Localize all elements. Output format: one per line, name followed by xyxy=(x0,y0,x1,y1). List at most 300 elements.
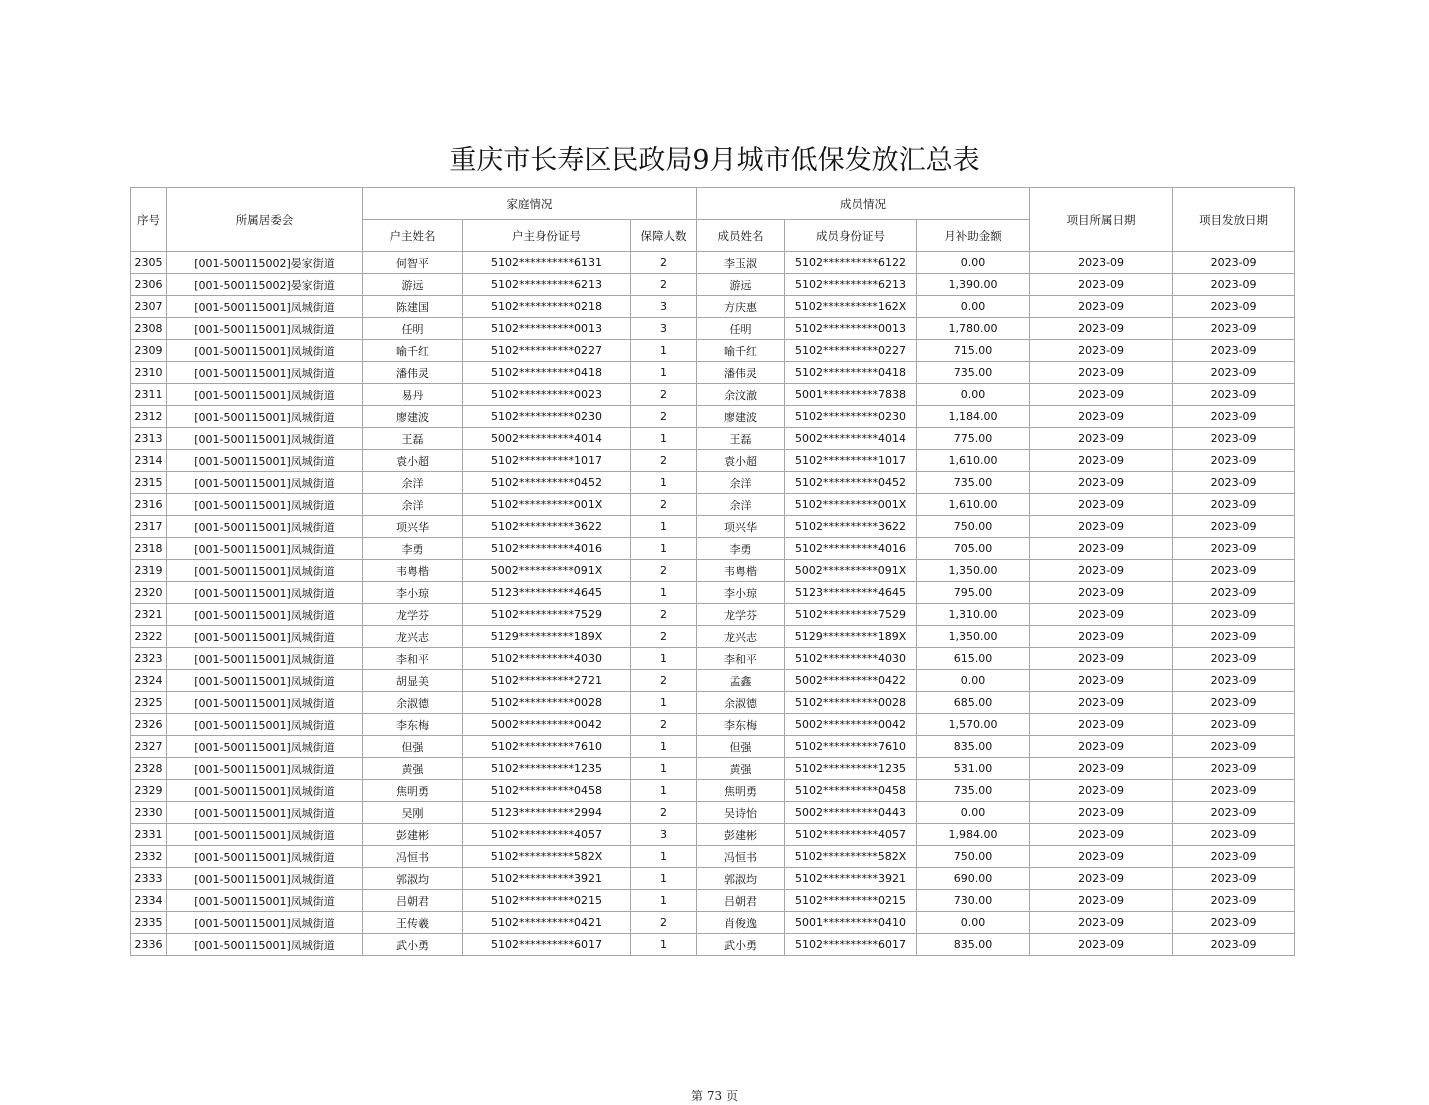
cell-head-name: 袁小超 xyxy=(363,450,463,472)
cell-insured-count: 1 xyxy=(631,472,697,494)
table-row xyxy=(131,428,1295,450)
table-row xyxy=(131,450,1295,472)
cell-community: [001-500115001]凤城街道 xyxy=(167,362,363,384)
cell-insured-count: 2 xyxy=(631,670,697,692)
col-header-community: 所属居委会 xyxy=(167,188,363,252)
cell-head-name: 李勇 xyxy=(363,538,463,560)
cell-monthly-amount: 615.00 xyxy=(917,648,1030,670)
cell-member-id: 5102**********0215 xyxy=(785,890,917,912)
cell-seq: 2316 xyxy=(131,494,167,516)
cell-project-date: 2023-09 xyxy=(1030,692,1173,714)
cell-member-id: 5102**********7529 xyxy=(785,604,917,626)
cell-community: [001-500115001]凤城街道 xyxy=(167,824,363,846)
cell-community: [001-500115002]晏家街道 xyxy=(167,252,363,274)
cell-insured-count: 1 xyxy=(631,934,697,956)
cell-monthly-amount: 0.00 xyxy=(917,670,1030,692)
cell-project-date: 2023-09 xyxy=(1030,472,1173,494)
cell-monthly-amount: 835.00 xyxy=(917,736,1030,758)
cell-head-id: 5102**********0028 xyxy=(463,692,631,714)
cell-member-id: 5001**********7838 xyxy=(785,384,917,406)
cell-head-id: 5102**********0418 xyxy=(463,362,631,384)
cell-head-name: 王传羲 xyxy=(363,912,463,934)
cell-member-id: 5102**********001X xyxy=(785,494,917,516)
cell-head-name: 余洋 xyxy=(363,494,463,516)
cell-project-date: 2023-09 xyxy=(1030,780,1173,802)
cell-member-id: 5102**********6122 xyxy=(785,252,917,274)
cell-seq: 2313 xyxy=(131,428,167,450)
table-row xyxy=(131,714,1295,736)
cell-seq: 2318 xyxy=(131,538,167,560)
cell-insured-count: 1 xyxy=(631,890,697,912)
cell-insured-count: 1 xyxy=(631,582,697,604)
cell-member-id: 5102**********162X xyxy=(785,296,917,318)
table-row xyxy=(131,274,1295,296)
cell-seq: 2312 xyxy=(131,406,167,428)
cell-release-date: 2023-09 xyxy=(1173,692,1295,714)
cell-monthly-amount: 705.00 xyxy=(917,538,1030,560)
col-header-member-name: 成员姓名 xyxy=(697,220,785,252)
cell-release-date: 2023-09 xyxy=(1173,516,1295,538)
cell-member-id: 5102**********1235 xyxy=(785,758,917,780)
cell-release-date: 2023-09 xyxy=(1173,384,1295,406)
cell-member-name: 黄强 xyxy=(697,758,785,780)
cell-insured-count: 3 xyxy=(631,296,697,318)
cell-insured-count: 1 xyxy=(631,692,697,714)
cell-member-id: 5102**********6213 xyxy=(785,274,917,296)
cell-monthly-amount: 775.00 xyxy=(917,428,1030,450)
cell-community: [001-500115001]凤城街道 xyxy=(167,736,363,758)
table-row xyxy=(131,912,1295,934)
cell-head-name: 武小勇 xyxy=(363,934,463,956)
col-header-member-id: 成员身份证号 xyxy=(785,220,917,252)
cell-seq: 2320 xyxy=(131,582,167,604)
cell-head-id: 5102**********3622 xyxy=(463,516,631,538)
cell-insured-count: 2 xyxy=(631,626,697,648)
cell-member-id: 5102**********582X xyxy=(785,846,917,868)
cell-head-id: 5102**********4016 xyxy=(463,538,631,560)
cell-release-date: 2023-09 xyxy=(1173,494,1295,516)
cell-head-id: 5102**********0013 xyxy=(463,318,631,340)
cell-insured-count: 2 xyxy=(631,604,697,626)
cell-release-date: 2023-09 xyxy=(1173,912,1295,934)
cell-monthly-amount: 1,310.00 xyxy=(917,604,1030,626)
table-row xyxy=(131,362,1295,384)
cell-member-name: 余洋 xyxy=(697,494,785,516)
cell-head-id: 5002**********4014 xyxy=(463,428,631,450)
cell-member-name: 吕朝君 xyxy=(697,890,785,912)
cell-head-id: 5102**********0227 xyxy=(463,340,631,362)
cell-member-id: 5102**********0227 xyxy=(785,340,917,362)
col-header-seq: 序号 xyxy=(131,188,167,252)
cell-member-name: 李玉淑 xyxy=(697,252,785,274)
cell-community: [001-500115001]凤城街道 xyxy=(167,714,363,736)
cell-project-date: 2023-09 xyxy=(1030,648,1173,670)
cell-head-id: 5102**********0023 xyxy=(463,384,631,406)
cell-head-id: 5102**********6017 xyxy=(463,934,631,956)
cell-seq: 2315 xyxy=(131,472,167,494)
table-row xyxy=(131,340,1295,362)
cell-head-id: 5102**********0218 xyxy=(463,296,631,318)
cell-community: [001-500115001]凤城街道 xyxy=(167,648,363,670)
cell-member-name: 廖建波 xyxy=(697,406,785,428)
cell-member-id: 5102**********0418 xyxy=(785,362,917,384)
cell-head-id: 5123**********4645 xyxy=(463,582,631,604)
cell-project-date: 2023-09 xyxy=(1030,340,1173,362)
cell-community: [001-500115001]凤城街道 xyxy=(167,758,363,780)
cell-member-name: 龙兴志 xyxy=(697,626,785,648)
cell-seq: 2336 xyxy=(131,934,167,956)
cell-project-date: 2023-09 xyxy=(1030,296,1173,318)
cell-head-id: 5102**********0215 xyxy=(463,890,631,912)
col-header-insured-count: 保障人数 xyxy=(631,220,697,252)
cell-project-date: 2023-09 xyxy=(1030,560,1173,582)
cell-release-date: 2023-09 xyxy=(1173,648,1295,670)
cell-release-date: 2023-09 xyxy=(1173,802,1295,824)
table-row xyxy=(131,582,1295,604)
table-row xyxy=(131,868,1295,890)
cell-project-date: 2023-09 xyxy=(1030,252,1173,274)
table-row xyxy=(131,494,1295,516)
cell-release-date: 2023-09 xyxy=(1173,472,1295,494)
table-row xyxy=(131,846,1295,868)
cell-member-id: 5002**********4014 xyxy=(785,428,917,450)
cell-member-id: 5102**********0013 xyxy=(785,318,917,340)
cell-seq: 2317 xyxy=(131,516,167,538)
col-header-head-id: 户主身份证号 xyxy=(463,220,631,252)
col-header-project-date: 项目所属日期 xyxy=(1030,188,1173,252)
col-header-release-date: 项目发放日期 xyxy=(1173,188,1295,252)
cell-insured-count: 2 xyxy=(631,406,697,428)
table-row xyxy=(131,296,1295,318)
table-row xyxy=(131,406,1295,428)
cell-member-id: 5002**********0042 xyxy=(785,714,917,736)
cell-member-id: 5102**********0452 xyxy=(785,472,917,494)
cell-head-name: 龙兴志 xyxy=(363,626,463,648)
cell-head-name: 余洋 xyxy=(363,472,463,494)
cell-release-date: 2023-09 xyxy=(1173,252,1295,274)
cell-project-date: 2023-09 xyxy=(1030,758,1173,780)
cell-member-id: 5123**********4645 xyxy=(785,582,917,604)
cell-monthly-amount: 0.00 xyxy=(917,296,1030,318)
cell-head-name: 潘伟灵 xyxy=(363,362,463,384)
cell-seq: 2327 xyxy=(131,736,167,758)
cell-head-id: 5102**********0421 xyxy=(463,912,631,934)
cell-member-id: 5102**********7610 xyxy=(785,736,917,758)
cell-insured-count: 1 xyxy=(631,780,697,802)
cell-head-name: 项兴华 xyxy=(363,516,463,538)
cell-monthly-amount: 750.00 xyxy=(917,516,1030,538)
cell-insured-count: 2 xyxy=(631,384,697,406)
cell-monthly-amount: 0.00 xyxy=(917,384,1030,406)
cell-monthly-amount: 1,610.00 xyxy=(917,450,1030,472)
cell-head-name: 郭淑均 xyxy=(363,868,463,890)
cell-head-name: 喻千红 xyxy=(363,340,463,362)
cell-project-date: 2023-09 xyxy=(1030,494,1173,516)
cell-head-id: 5002**********091X xyxy=(463,560,631,582)
cell-seq: 2326 xyxy=(131,714,167,736)
cell-insured-count: 1 xyxy=(631,340,697,362)
cell-monthly-amount: 1,390.00 xyxy=(917,274,1030,296)
cell-head-name: 易丹 xyxy=(363,384,463,406)
cell-release-date: 2023-09 xyxy=(1173,362,1295,384)
cell-member-name: 项兴华 xyxy=(697,516,785,538)
cell-release-date: 2023-09 xyxy=(1173,780,1295,802)
cell-release-date: 2023-09 xyxy=(1173,868,1295,890)
cell-release-date: 2023-09 xyxy=(1173,604,1295,626)
cell-community: [001-500115001]凤城街道 xyxy=(167,692,363,714)
cell-seq: 2305 xyxy=(131,252,167,274)
cell-member-name: 余洋 xyxy=(697,472,785,494)
cell-member-name: 喻千红 xyxy=(697,340,785,362)
cell-monthly-amount: 1,780.00 xyxy=(917,318,1030,340)
cell-member-id: 5102**********4057 xyxy=(785,824,917,846)
table-row xyxy=(131,538,1295,560)
cell-community: [001-500115001]凤城街道 xyxy=(167,934,363,956)
cell-release-date: 2023-09 xyxy=(1173,274,1295,296)
cell-release-date: 2023-09 xyxy=(1173,670,1295,692)
cell-seq: 2323 xyxy=(131,648,167,670)
cell-seq: 2306 xyxy=(131,274,167,296)
cell-seq: 2333 xyxy=(131,868,167,890)
cell-head-id: 5002**********0042 xyxy=(463,714,631,736)
cell-insured-count: 1 xyxy=(631,428,697,450)
cell-release-date: 2023-09 xyxy=(1173,428,1295,450)
table-row xyxy=(131,934,1295,956)
cell-head-id: 5102**********0452 xyxy=(463,472,631,494)
cell-member-name: 李勇 xyxy=(697,538,785,560)
group-header-family: 家庭情况 xyxy=(363,188,697,220)
cell-seq: 2325 xyxy=(131,692,167,714)
cell-head-name: 但强 xyxy=(363,736,463,758)
cell-community: [001-500115001]凤城街道 xyxy=(167,450,363,472)
cell-project-date: 2023-09 xyxy=(1030,736,1173,758)
table-row xyxy=(131,516,1295,538)
cell-seq: 2308 xyxy=(131,318,167,340)
cell-member-name: 肖俊逸 xyxy=(697,912,785,934)
table-row xyxy=(131,780,1295,802)
cell-head-id: 5123**********2994 xyxy=(463,802,631,824)
table-row xyxy=(131,758,1295,780)
cell-seq: 2322 xyxy=(131,626,167,648)
cell-head-name: 李东梅 xyxy=(363,714,463,736)
cell-member-name: 龙学芬 xyxy=(697,604,785,626)
cell-project-date: 2023-09 xyxy=(1030,890,1173,912)
cell-head-id: 5102**********6131 xyxy=(463,252,631,274)
cell-insured-count: 1 xyxy=(631,362,697,384)
cell-seq: 2334 xyxy=(131,890,167,912)
cell-head-name: 韦粤楷 xyxy=(363,560,463,582)
cell-head-id: 5102**********7529 xyxy=(463,604,631,626)
cell-project-date: 2023-09 xyxy=(1030,428,1173,450)
cell-member-name: 冯恒书 xyxy=(697,846,785,868)
cell-seq: 2311 xyxy=(131,384,167,406)
page-title: 重庆市长寿区民政局9月城市低保发放汇总表 xyxy=(449,145,980,176)
cell-project-date: 2023-09 xyxy=(1030,934,1173,956)
cell-community: [001-500115001]凤城街道 xyxy=(167,868,363,890)
cell-member-name: 焦明勇 xyxy=(697,780,785,802)
cell-community: [001-500115001]凤城街道 xyxy=(167,406,363,428)
cell-head-id: 5102**********1235 xyxy=(463,758,631,780)
cell-monthly-amount: 531.00 xyxy=(917,758,1030,780)
table-row xyxy=(131,802,1295,824)
cell-project-date: 2023-09 xyxy=(1030,626,1173,648)
cell-release-date: 2023-09 xyxy=(1173,406,1295,428)
cell-community: [001-500115001]凤城街道 xyxy=(167,318,363,340)
cell-monthly-amount: 690.00 xyxy=(917,868,1030,890)
cell-member-id: 5102**********0230 xyxy=(785,406,917,428)
cell-project-date: 2023-09 xyxy=(1030,604,1173,626)
cell-member-id: 5102**********6017 xyxy=(785,934,917,956)
cell-insured-count: 2 xyxy=(631,714,697,736)
cell-member-id: 5129**********189X xyxy=(785,626,917,648)
cell-monthly-amount: 0.00 xyxy=(917,252,1030,274)
cell-monthly-amount: 835.00 xyxy=(917,934,1030,956)
cell-monthly-amount: 715.00 xyxy=(917,340,1030,362)
cell-community: [001-500115001]凤城街道 xyxy=(167,472,363,494)
cell-project-date: 2023-09 xyxy=(1030,318,1173,340)
table-body xyxy=(131,252,1295,956)
cell-member-id: 5001**********0410 xyxy=(785,912,917,934)
table-row xyxy=(131,890,1295,912)
cell-seq: 2328 xyxy=(131,758,167,780)
cell-seq: 2310 xyxy=(131,362,167,384)
cell-member-id: 5002**********0422 xyxy=(785,670,917,692)
cell-community: [001-500115001]凤城街道 xyxy=(167,516,363,538)
cell-monthly-amount: 750.00 xyxy=(917,846,1030,868)
cell-seq: 2314 xyxy=(131,450,167,472)
cell-community: [001-500115001]凤城街道 xyxy=(167,846,363,868)
cell-insured-count: 1 xyxy=(631,846,697,868)
cell-member-id: 5102**********0028 xyxy=(785,692,917,714)
cell-member-name: 孟鑫 xyxy=(697,670,785,692)
cell-insured-count: 1 xyxy=(631,516,697,538)
cell-release-date: 2023-09 xyxy=(1173,340,1295,362)
cell-project-date: 2023-09 xyxy=(1030,582,1173,604)
cell-release-date: 2023-09 xyxy=(1173,714,1295,736)
cell-community: [001-500115001]凤城街道 xyxy=(167,296,363,318)
cell-release-date: 2023-09 xyxy=(1173,450,1295,472)
cell-head-name: 李和平 xyxy=(363,648,463,670)
cell-community: [001-500115001]凤城街道 xyxy=(167,670,363,692)
table-row xyxy=(131,472,1295,494)
cell-insured-count: 1 xyxy=(631,736,697,758)
cell-community: [001-500115001]凤城街道 xyxy=(167,384,363,406)
table-row xyxy=(131,648,1295,670)
cell-seq: 2309 xyxy=(131,340,167,362)
table-row xyxy=(131,318,1295,340)
cell-head-name: 黄强 xyxy=(363,758,463,780)
cell-head-id: 5102**********7610 xyxy=(463,736,631,758)
cell-community: [001-500115001]凤城街道 xyxy=(167,582,363,604)
table-row xyxy=(131,626,1295,648)
cell-insured-count: 1 xyxy=(631,868,697,890)
cell-release-date: 2023-09 xyxy=(1173,582,1295,604)
cell-member-id: 5102**********4030 xyxy=(785,648,917,670)
col-header-head-name: 户主姓名 xyxy=(363,220,463,252)
cell-release-date: 2023-09 xyxy=(1173,626,1295,648)
cell-monthly-amount: 0.00 xyxy=(917,802,1030,824)
cell-head-name: 吴刚 xyxy=(363,802,463,824)
cell-seq: 2330 xyxy=(131,802,167,824)
cell-project-date: 2023-09 xyxy=(1030,824,1173,846)
cell-monthly-amount: 685.00 xyxy=(917,692,1030,714)
cell-insured-count: 3 xyxy=(631,824,697,846)
table-row xyxy=(131,692,1295,714)
cell-head-id: 5102**********001X xyxy=(463,494,631,516)
cell-head-id: 5102**********0458 xyxy=(463,780,631,802)
cell-release-date: 2023-09 xyxy=(1173,934,1295,956)
cell-monthly-amount: 1,570.00 xyxy=(917,714,1030,736)
cell-project-date: 2023-09 xyxy=(1030,868,1173,890)
cell-project-date: 2023-09 xyxy=(1030,714,1173,736)
cell-member-id: 5002**********091X xyxy=(785,560,917,582)
cell-member-name: 武小勇 xyxy=(697,934,785,956)
cell-member-name: 方庆惠 xyxy=(697,296,785,318)
table-row xyxy=(131,560,1295,582)
cell-release-date: 2023-09 xyxy=(1173,560,1295,582)
cell-head-id: 5102**********6213 xyxy=(463,274,631,296)
page-number: 第 73 页 xyxy=(691,1089,738,1103)
table-row xyxy=(131,824,1295,846)
cell-project-date: 2023-09 xyxy=(1030,912,1173,934)
cell-insured-count: 2 xyxy=(631,802,697,824)
cell-member-name: 韦粤楷 xyxy=(697,560,785,582)
cell-project-date: 2023-09 xyxy=(1030,670,1173,692)
cell-insured-count: 2 xyxy=(631,560,697,582)
cell-member-name: 游远 xyxy=(697,274,785,296)
cell-head-name: 何智平 xyxy=(363,252,463,274)
cell-community: [001-500115001]凤城街道 xyxy=(167,890,363,912)
cell-release-date: 2023-09 xyxy=(1173,318,1295,340)
cell-head-id: 5129**********189X xyxy=(463,626,631,648)
table-row xyxy=(131,736,1295,758)
table-header xyxy=(131,188,1295,252)
cell-member-name: 彭建彬 xyxy=(697,824,785,846)
cell-head-name: 王磊 xyxy=(363,428,463,450)
cell-community: [001-500115001]凤城街道 xyxy=(167,428,363,450)
cell-seq: 2332 xyxy=(131,846,167,868)
cell-seq: 2331 xyxy=(131,824,167,846)
cell-member-name: 潘伟灵 xyxy=(697,362,785,384)
cell-release-date: 2023-09 xyxy=(1173,758,1295,780)
cell-head-id: 5102**********4030 xyxy=(463,648,631,670)
cell-release-date: 2023-09 xyxy=(1173,736,1295,758)
cell-member-name: 但强 xyxy=(697,736,785,758)
cell-insured-count: 2 xyxy=(631,450,697,472)
cell-project-date: 2023-09 xyxy=(1030,384,1173,406)
cell-member-id: 5102**********0458 xyxy=(785,780,917,802)
cell-project-date: 2023-09 xyxy=(1030,802,1173,824)
table-row xyxy=(131,252,1295,274)
cell-seq: 2321 xyxy=(131,604,167,626)
cell-monthly-amount: 1,610.00 xyxy=(917,494,1030,516)
cell-member-name: 王磊 xyxy=(697,428,785,450)
cell-head-id: 5102**********1017 xyxy=(463,450,631,472)
cell-monthly-amount: 735.00 xyxy=(917,780,1030,802)
cell-insured-count: 1 xyxy=(631,758,697,780)
cell-monthly-amount: 795.00 xyxy=(917,582,1030,604)
cell-project-date: 2023-09 xyxy=(1030,516,1173,538)
table-row xyxy=(131,384,1295,406)
cell-project-date: 2023-09 xyxy=(1030,274,1173,296)
cell-member-name: 李东梅 xyxy=(697,714,785,736)
group-header-member: 成员情况 xyxy=(697,188,1030,220)
cell-community: [001-500115001]凤城街道 xyxy=(167,802,363,824)
cell-member-id: 5102**********3622 xyxy=(785,516,917,538)
cell-release-date: 2023-09 xyxy=(1173,538,1295,560)
cell-insured-count: 2 xyxy=(631,912,697,934)
cell-seq: 2307 xyxy=(131,296,167,318)
